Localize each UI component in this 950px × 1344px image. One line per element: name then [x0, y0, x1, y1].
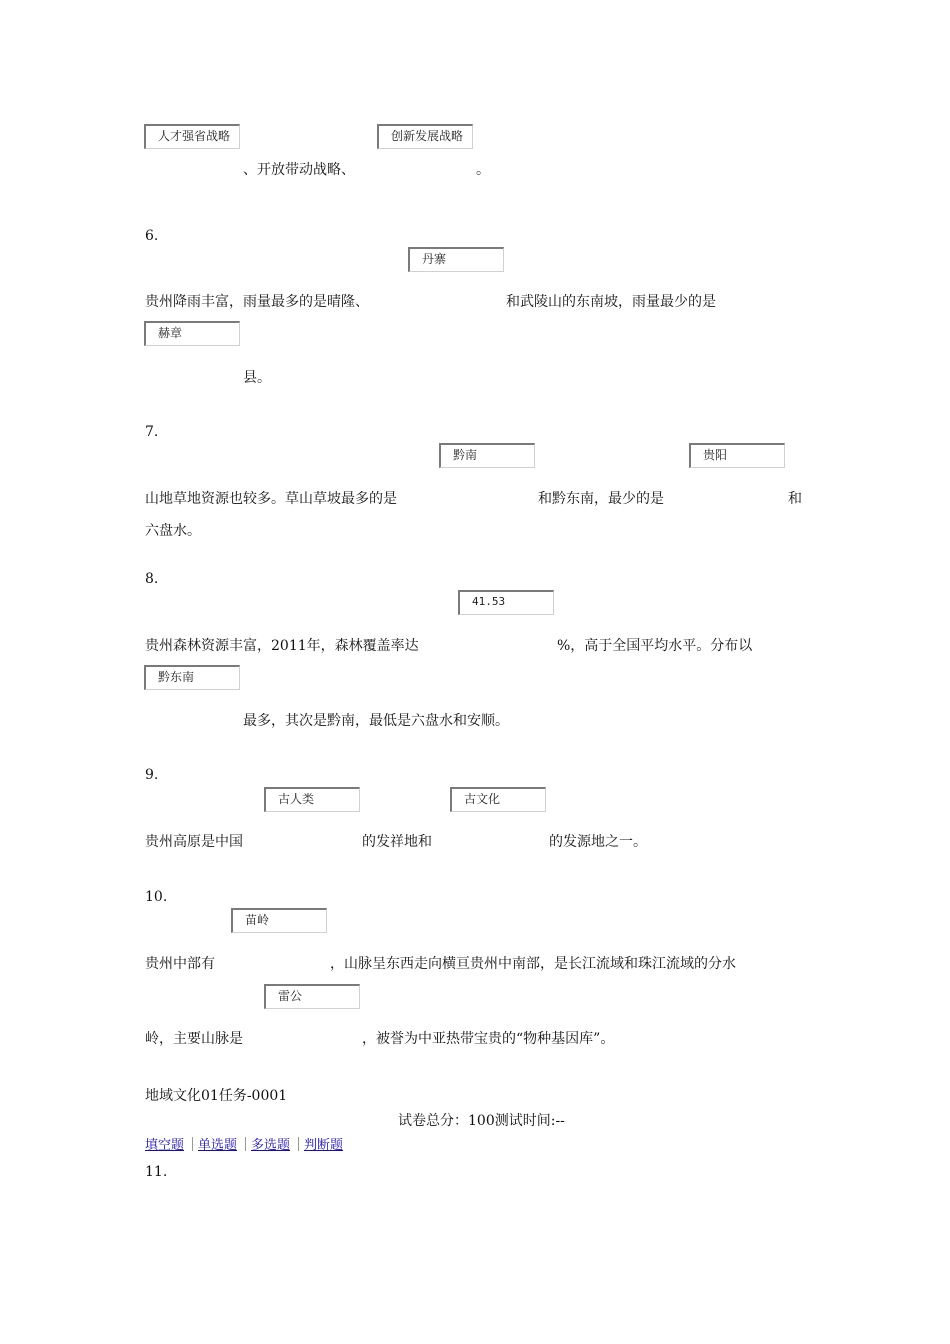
answer-field-q7-2[interactable]: 贵阳 [689, 443, 785, 468]
question-number: 8. [145, 571, 159, 587]
question-text: 和 [788, 491, 802, 507]
answer-field-q6-2[interactable]: 赫章 [144, 321, 240, 346]
question-text: 岭，主要山脉是 [145, 1031, 243, 1047]
question-text: 的发源地之一。 [549, 834, 647, 850]
tab-fill-blank[interactable]: 填空题 [145, 1138, 185, 1153]
question-text: 和黔东南，最少的是 [538, 491, 664, 507]
answer-field-q5-2[interactable]: 创新发展战略 [377, 124, 473, 149]
question-text: 六盘水。 [145, 523, 201, 539]
answer-field-q5-1[interactable]: 人才强省战略 [144, 124, 240, 149]
question-text: 贵州中部有 [145, 956, 215, 972]
section-title: 地域文化01任务-0001 [145, 1088, 288, 1104]
question-text: 的发祥地和 [362, 834, 432, 850]
answer-field-q8-1[interactable]: 41.53 [458, 590, 554, 615]
tab-multiple-choice[interactable]: 多选题 [251, 1138, 291, 1153]
answer-field-q9-1[interactable]: 古人类 [264, 787, 360, 812]
question-text: 最多，其次是黔南，最低是六盘水和安顺。 [243, 713, 509, 729]
tab-true-false[interactable]: 判断题 [304, 1138, 344, 1153]
question-text: ，山脉呈东西走向横亘贵州中南部，是长江流域和珠江流域的分水 [330, 956, 736, 972]
question-text: 县。 [243, 370, 271, 386]
question-text: %，高于全国平均水平。分布以 [557, 638, 753, 654]
question-type-nav [145, 1137, 343, 1155]
nav-divider [298, 1137, 299, 1151]
question-number: 11. [145, 1164, 168, 1180]
question-text: 贵州降雨丰富，雨量最多的是晴隆、 [145, 294, 369, 310]
question-number: 7. [145, 424, 159, 440]
question-number: 10. [145, 889, 168, 905]
score-info: 试卷总分：100测试时间:-- [398, 1113, 565, 1129]
question-text: 贵州高原是中国 [145, 834, 243, 850]
question-text: 贵州森林资源丰富，2011年，森林覆盖率达 [145, 638, 419, 654]
nav-divider [192, 1137, 193, 1151]
nav-divider [245, 1137, 246, 1151]
question-text: 、开放带动战略、 [243, 162, 355, 178]
tab-single-choice[interactable]: 单选题 [198, 1138, 238, 1153]
answer-field-q10-1[interactable]: 苗岭 [231, 908, 327, 933]
question-number: 6. [145, 228, 159, 244]
question-number: 9. [145, 767, 159, 783]
question-text: ，被誉为中亚热带宝贵的“物种基因库”。 [362, 1031, 615, 1047]
question-text: 和武陵山的东南坡，雨量最少的是 [506, 294, 716, 310]
answer-field-q8-2[interactable]: 黔东南 [144, 665, 240, 690]
answer-field-q7-1[interactable]: 黔南 [439, 443, 535, 468]
answer-field-q9-2[interactable]: 古文化 [450, 787, 546, 812]
question-text: 。 [476, 162, 490, 178]
answer-field-q6-1[interactable]: 丹寨 [408, 247, 504, 272]
answer-field-q10-2[interactable]: 雷公 [264, 984, 360, 1009]
question-text: 山地草地资源也较多。草山草坡最多的是 [145, 491, 397, 507]
